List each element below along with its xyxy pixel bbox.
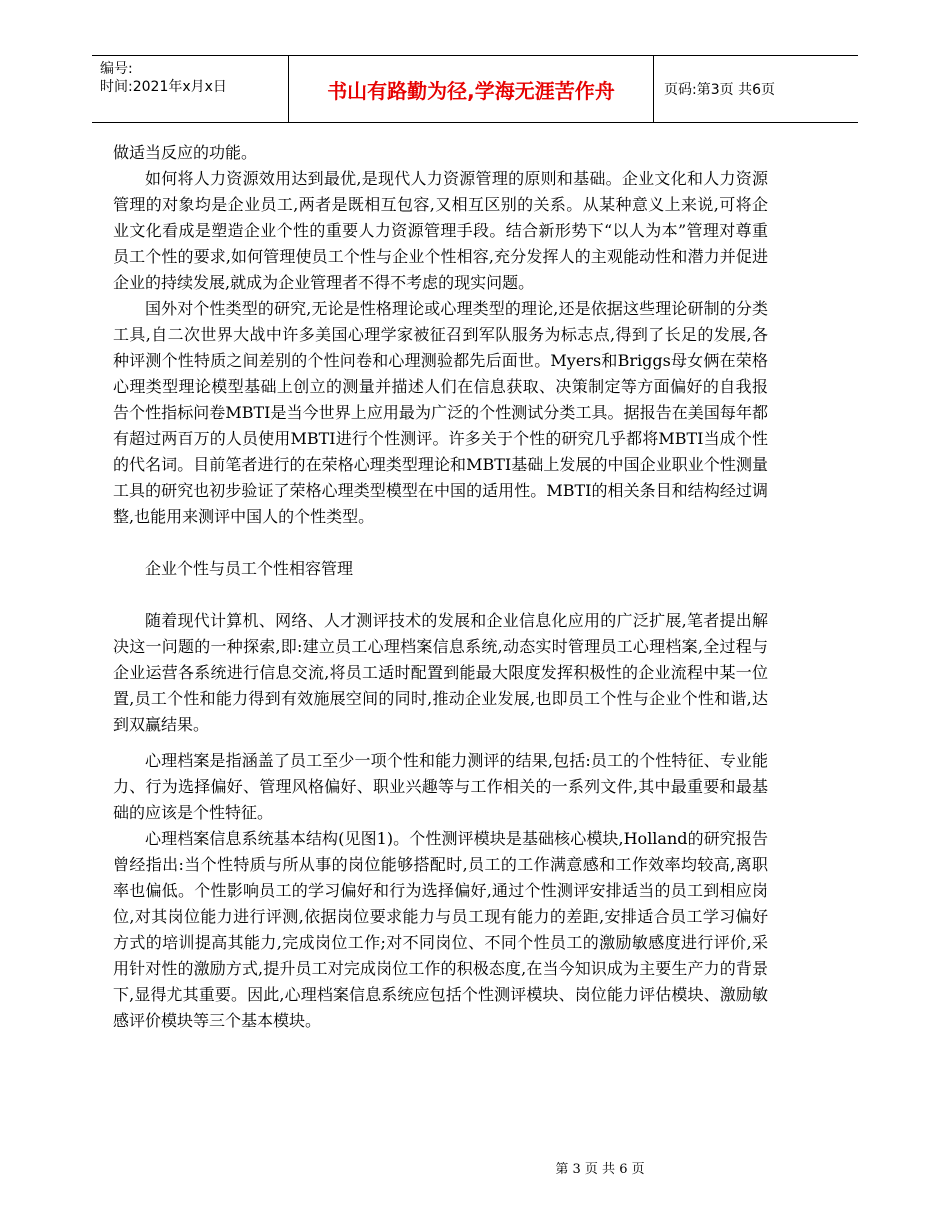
page-footer: 第 3 页 共 6 页 xyxy=(555,1162,645,1177)
paragraph: 心理档案是指涵盖了员工至少一项个性和能力测评的结果,包括:员工的个性特征、专业能力、行为选择偏好、管理风格偏好、职业兴趣等与工作相关的一系列文件,其中最重要和最基础的应该是个性特征。 xyxy=(113,751,768,822)
document-body xyxy=(113,140,768,1034)
paragraph: 国外对个性类型的研究,无论是性格理论或心理类型的理论,还是依据这些理论研制的分类工具,自二次世界大战中许多美国心理学家被征召到军队服务为标志点,得到了长足的发展,各种评测个性特质之间差别的个性问卷和心理测验都先后面世。Myers和Briggs母女俩在荣格心理类型理论模型基础上创立的测量并描述人们在信息获取、决策制定等方面偏好的自我报告个性指标问卷MBTI是当今世界上应用最为广泛的个性测试分类工具。据报告在美国每年都有超过两百万的人员使用MBTI进行个性测评。许多关于个性的研究几乎都将MBTI当成个性的代名词。目前笔者进行的在荣格心理类型理论和MBTI基础上发展的中国企业职业个性测量工具的研究也初步验证了荣格心理类型模型在中国的适用性。MBTI的相关条目和结构经过调整,也能用来测评中国人的个性类型。 xyxy=(113,299,768,526)
paragraph: 心理档案信息系统基本结构(见图1)。个性测评模块是基础核心模块,Holland的研究报告曾经指出:当个性特质与所从事的岗位能够搭配时,员工的工作满意感和工作效率均较高,离职率也偏低。个性影响员工的学习偏好和行为选择偏好,通过个性测评安排适当的员工到相应岗位,对其岗位能力进行评测,依据岗位要求能力与员工现有能力的差距,安排适合员工学习偏好方式的培训提高其能力,完成岗位工作;对不同岗位、不同个性员工的激励敏感度进行评价,采用针对性的激励方式,提升员工对完成岗位工作的积极态度,在当今知识成为主要生产力的背景下,显得尤其重要。因此,心理档案信息系统应包括个性测评模块、岗位能力评估模块、激励敏感评价模块等三个基本模块。 xyxy=(113,829,768,1030)
paragraph-continuation: 做适当反应的功能。 xyxy=(113,143,258,162)
header-page-number: 页码:第3页 共6页 xyxy=(664,82,775,98)
document-number-label: 编号: xyxy=(100,61,133,77)
header-motto: 书山有路勤为径,学海无涯苦作舟 xyxy=(288,56,654,122)
paragraph: 如何将人力资源效用达到最优,是现代人力资源管理的原则和基础。企业文化和人力资源管理的对象均是企业员工,两者是既相互包容,又相互区别的关系。从某种意义上来说,可将企业文化看成是塑造企业个性的重要人力资源管理手段。结合新形势下“以人为本”管理对尊重员工个性的要求,如何管理使员工个性与企业个性相容,充分发挥人的主观能动性和潜力并促进企业的持续发展,就成为企业管理者不得不考虑的现实问题。 xyxy=(113,169,768,292)
page-header xyxy=(92,55,858,123)
document-time-label: 时间:2021年x月x日 xyxy=(100,79,227,95)
paragraph: 随着现代计算机、网络、人才测评技术的发展和企业信息化应用的广泛扩展,笔者提出解决这一问题的一种探索,即:建立员工心理档案信息系统,动态实时管理员工心理档案,全过程与企业运营各系统进行信息交流,将员工适时配置到能最大限度发挥积极性的企业流程中某一位置,员工个性和能力得到有效施展空间的同时,推动企业发展,也即员工个性与企业个性和谐,达到双赢结果。 xyxy=(113,611,768,734)
section-heading: 企业个性与员工个性相容管理 xyxy=(145,559,354,578)
header-meta xyxy=(92,56,288,122)
